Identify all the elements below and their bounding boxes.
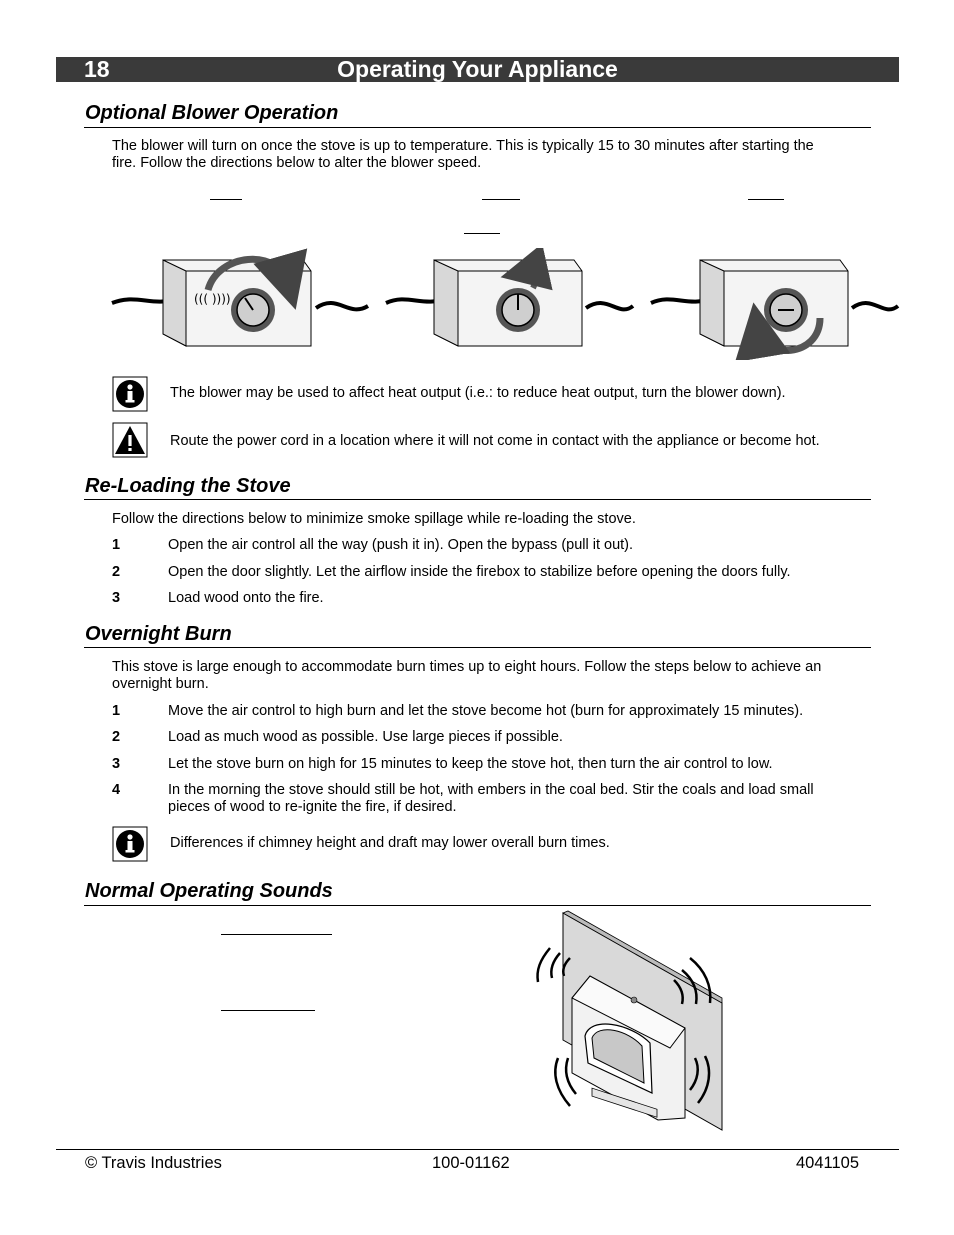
- step-number: 3: [112, 590, 121, 606]
- reloading-intro: Follow the directions below to minimize smoke spillage while re-loading the stove.: [112, 511, 636, 527]
- step-number: 3: [112, 756, 121, 772]
- section-heading-blower: Optional Blower Operation: [85, 102, 339, 124]
- page-title: Operating Your Appliance: [337, 56, 618, 82]
- step-text: Load as much wood as possible. Use large pieces if possible.: [168, 729, 563, 745]
- section-rule: [84, 647, 871, 648]
- step-text: Open the door slightly. Let the airflow inside the firebox to stabilize before opening the doors fully.: [168, 564, 791, 580]
- label-line: [482, 199, 520, 200]
- info-icon: [112, 826, 148, 862]
- blower-warning-note: Route the power cord in a location where it will not come in contact with the appliance or become hot.: [170, 433, 820, 449]
- blower-panel-max: [112, 259, 368, 346]
- page-header-bar: [56, 57, 899, 82]
- footer-part-number: 100-01162: [432, 1154, 510, 1172]
- step-number: 2: [112, 729, 121, 745]
- label-line: [221, 1010, 315, 1011]
- step-text: In the morning the stove should still be hot, with embers in the coal bed. Stir the coals and load small pieces of wood to re-ignite the fire, if desired.: [168, 782, 814, 815]
- step-text: Let the stove burn on high for 15 minutes to keep the stove hot, then turn the air control to low.: [168, 756, 773, 772]
- step-number: 1: [112, 703, 121, 719]
- label-line: [464, 233, 500, 234]
- step-text: Open the air control all the way (push it in). Open the bypass (pull it out).: [168, 537, 634, 553]
- step-text: Load wood onto the fire.: [168, 590, 324, 606]
- section-heading-overnight: Overnight Burn: [85, 623, 232, 645]
- section-rule: [84, 499, 871, 500]
- info-icon: [112, 376, 148, 412]
- footer-doc-number: 4041105: [796, 1154, 860, 1172]
- overnight-intro: This stove is large enough to accommodate burn times up to eight hours. Follow the steps below to achieve an overnight burn.: [112, 659, 822, 692]
- step-number: 1: [112, 537, 121, 553]
- step-text: Move the air control to high burn and let the stove become hot (burn for approximately 15 minutes).: [168, 703, 804, 719]
- warning-icon: [112, 422, 148, 458]
- blower-intro: The blower will turn on once the stove is up to temperature. This is typically 15 to 30 minutes after starting the fire. Follow the directions below to alter the blower speed.: [112, 138, 814, 171]
- blower-panel-min: [651, 260, 898, 351]
- overnight-info-note: Differences if chimney height and draft may lower overall burn times.: [170, 835, 610, 851]
- blower-panel-on: [386, 260, 633, 346]
- section-heading-reloading: Re-Loading the Stove: [85, 475, 291, 497]
- blower-control-illustrations: [108, 248, 903, 360]
- section-rule: [84, 905, 871, 906]
- label-line: [748, 199, 784, 200]
- page-number: 18: [84, 56, 110, 82]
- section-heading-sounds: Normal Operating Sounds: [85, 880, 333, 902]
- step-number: 4: [112, 782, 121, 798]
- section-rule: [84, 127, 871, 128]
- svg-text:((( )))): ((( )))): [194, 292, 231, 306]
- footer-rule: [56, 1149, 899, 1150]
- stove-sound-illustration: [530, 908, 730, 1133]
- label-line: [210, 199, 242, 200]
- blower-info-note: The blower may be used to affect heat output (i.e.: to reduce heat output, turn the blower down).: [170, 385, 786, 401]
- label-line: [221, 934, 332, 935]
- footer-company: © Travis Industries: [85, 1154, 222, 1172]
- step-number: 2: [112, 564, 121, 580]
